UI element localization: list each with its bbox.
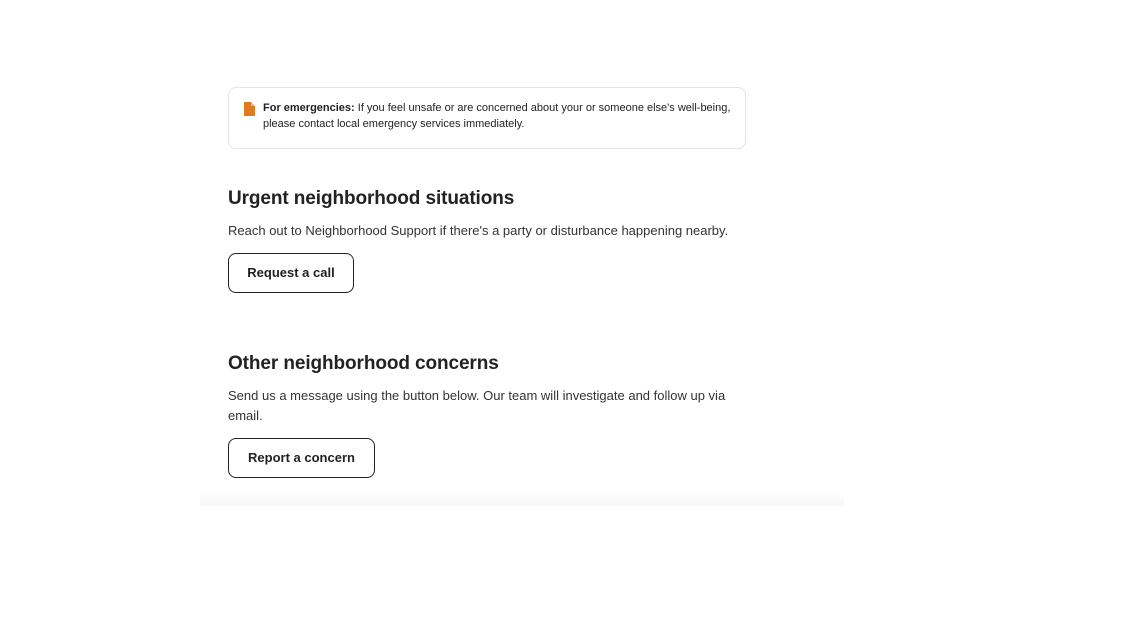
neighborhood-support-content — [228, 87, 748, 465]
urgent-situations-description: Reach out to Neighborhood Support if there's a party or disturbance happening nearby. — [228, 223, 729, 238]
report-concern-button[interactable]: Report a concern — [228, 438, 375, 478]
request-call-button[interactable]: Request a call — [228, 253, 354, 293]
emergency-notice-body: If you feel unsafe or are concerned about your or someone else's well-being, please contact local emergency services immediately. — [263, 102, 731, 130]
other-concerns-section — [228, 352, 748, 478]
other-concerns-title: Other neighborhood concerns — [228, 353, 499, 374]
other-concerns-description: Send us a message using the button below. Our team will investigate and follow up via email. — [228, 388, 726, 423]
urgent-situations-section — [228, 187, 748, 293]
emergency-notice-lead: For emergencies: — [263, 102, 355, 114]
document-icon — [243, 102, 255, 116]
emergency-notice-text — [263, 100, 731, 132]
bottom-fade-divider — [200, 492, 844, 506]
urgent-situations-title: Urgent neighborhood situations — [228, 188, 515, 209]
emergency-notice — [228, 87, 746, 149]
